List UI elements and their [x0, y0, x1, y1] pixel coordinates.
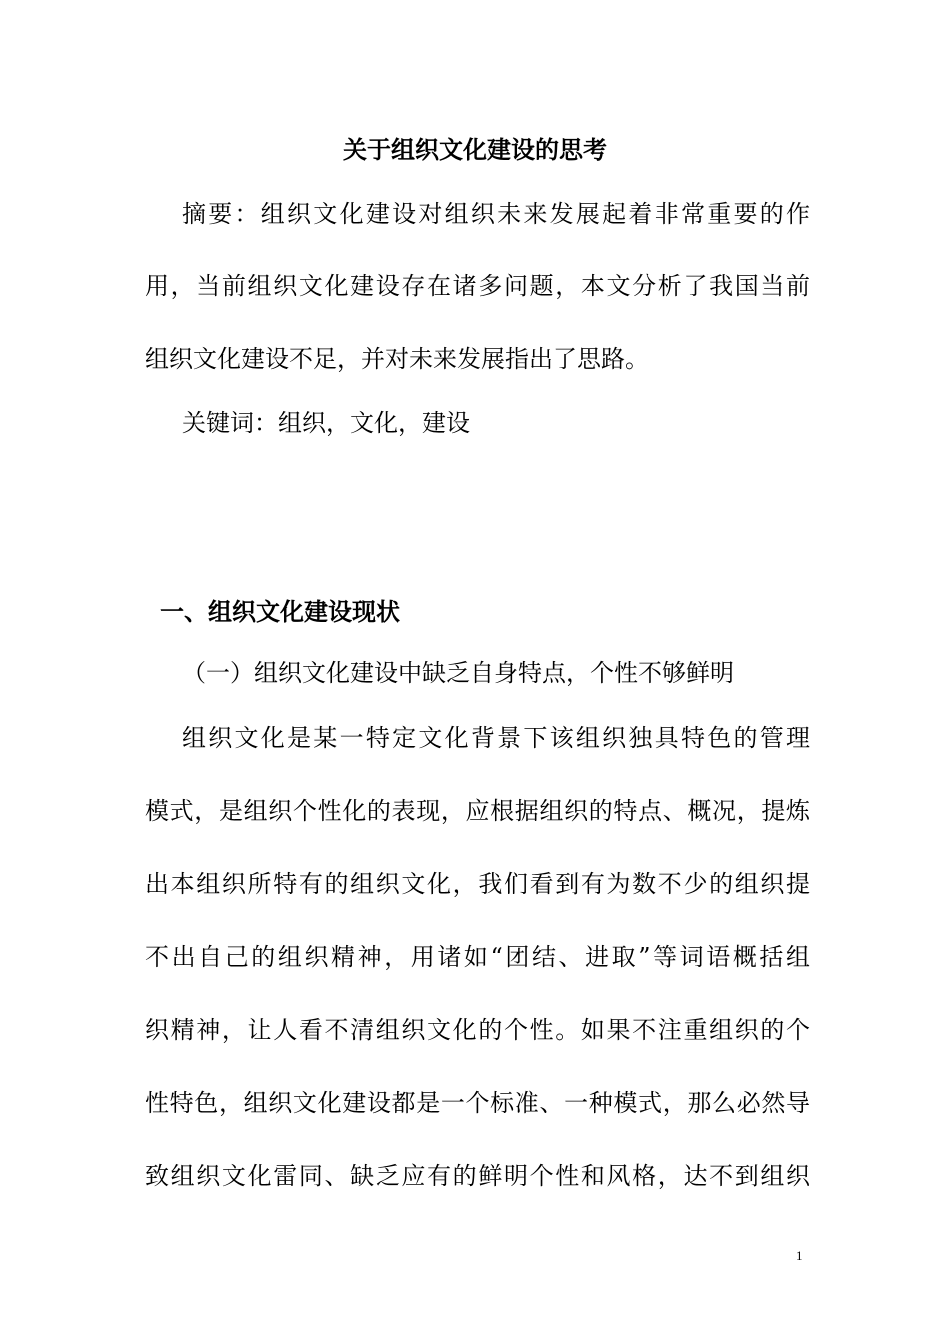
page-number: 1 — [796, 1248, 803, 1263]
section-heading: 一、组织文化建设现状 — [160, 597, 400, 626]
paragraph-line: 出本组织所特有的组织文化，我们看到有为数不少的组织提 — [145, 870, 810, 898]
abstract-line: 用，当前组织文化建设存在诸多问题，本文分析了我国当前 — [145, 272, 810, 300]
paragraph-line: 致组织文化雷同、缺乏应有的鲜明个性和风格，达不到组织 — [145, 1162, 810, 1190]
section-subheading: （一）组织文化建设中缺乏自身特点，个性不够鲜明 — [182, 659, 734, 687]
paragraph-line: 不出自己的组织精神，用诸如“团结、进取”等词语概括组 — [145, 943, 810, 971]
paragraph-line: 组织文化是某一特定文化背景下该组织独具特色的管理 — [182, 724, 810, 752]
document-title: 关于组织文化建设的思考 — [343, 135, 607, 164]
paragraph-line: 性特色，组织文化建设都是一个标准、一种模式，那么必然导 — [145, 1089, 810, 1117]
keywords-line: 关键词：组织，文化，建设 — [182, 409, 470, 437]
abstract-line: 摘要：组织文化建设对组织未来发展起着非常重要的作 — [182, 200, 810, 228]
paragraph-line: 模式，是组织个性化的表现，应根据组织的特点、概况，提炼 — [145, 797, 810, 825]
abstract-line: 组织文化建设不足，并对未来发展指出了思路。 — [145, 345, 649, 373]
paragraph-line: 织精神，让人看不清组织文化的个性。如果不注重组织的个 — [145, 1016, 810, 1044]
